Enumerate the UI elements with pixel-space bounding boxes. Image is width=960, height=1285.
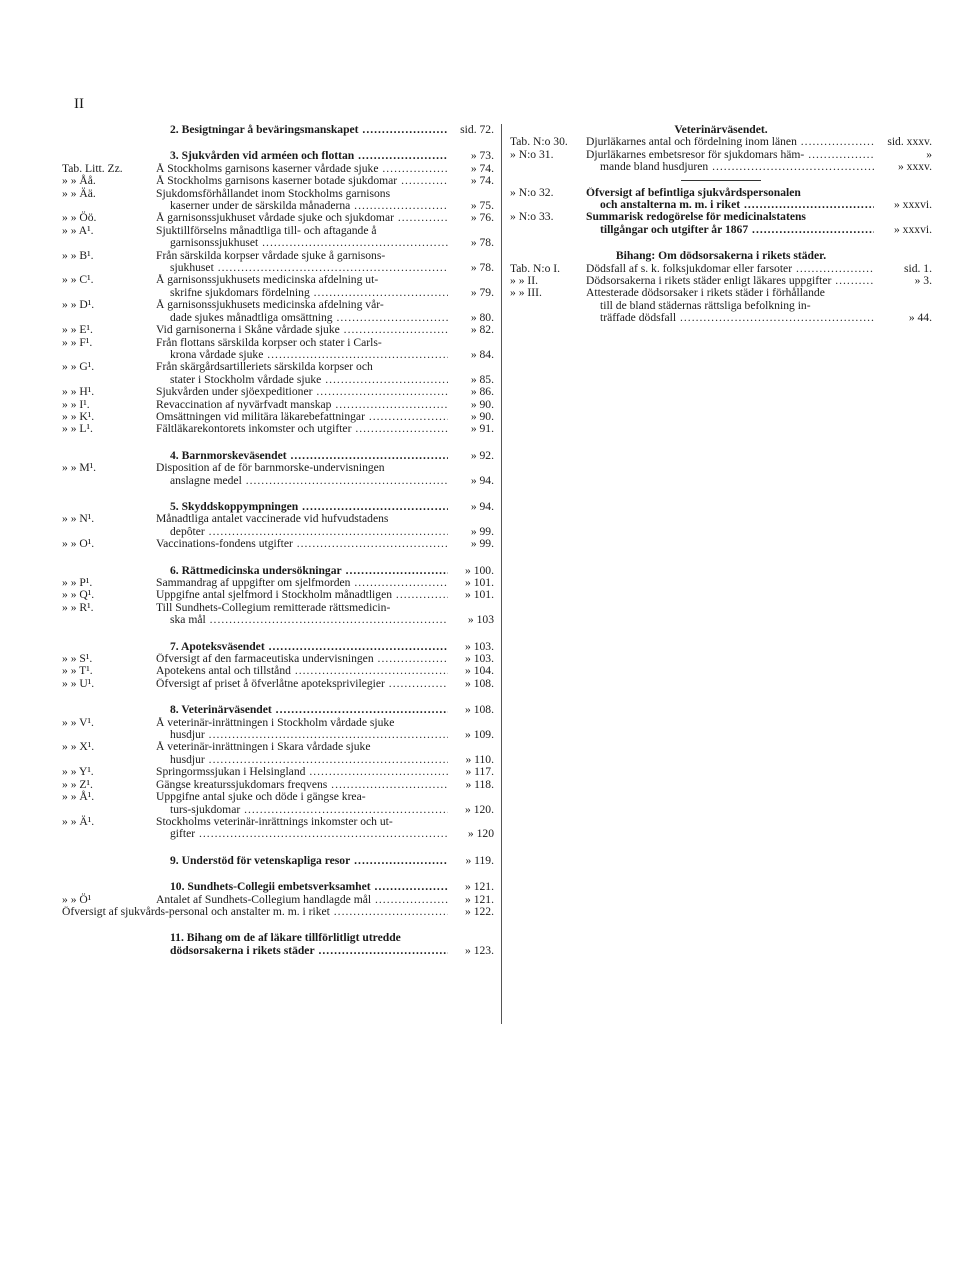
index-entry bbox=[62, 163, 494, 175]
entry-title: Revaccination af nyvärfvadt manskap ..... bbox=[156, 399, 448, 411]
table-reference: » » R¹. bbox=[62, 600, 94, 614]
page-reference: » 84. bbox=[470, 347, 494, 361]
entry-title: Å garnisonssjukhuset vårdade sjuke och sjukdomar ..... bbox=[156, 212, 448, 224]
index-entry bbox=[62, 816, 494, 828]
index-entry bbox=[62, 894, 494, 906]
page-reference: » 123. bbox=[465, 943, 494, 957]
index-entry bbox=[510, 211, 932, 223]
page-reference: » 82. bbox=[470, 323, 494, 337]
page-reference: » 108. bbox=[465, 676, 494, 690]
section-heading bbox=[62, 945, 494, 957]
page-reference: » 80. bbox=[470, 310, 494, 324]
page-reference: » 94. bbox=[470, 499, 494, 513]
entry-title: Månadtliga antalet vaccinerade vid hufvudstadens bbox=[156, 513, 389, 526]
spacer bbox=[510, 236, 932, 250]
entry-title: 10. Sundhets-Collegii embetsverksamhet ..... bbox=[156, 881, 448, 893]
index-entry bbox=[62, 614, 494, 626]
index-entry bbox=[510, 287, 932, 299]
index-entry bbox=[62, 665, 494, 677]
table-reference: » » M¹. bbox=[62, 461, 97, 475]
entry-title: Omsättningen vid militära läkarebefattningar ..... bbox=[156, 411, 448, 423]
index-entry bbox=[510, 312, 932, 324]
page-reference: » 85. bbox=[470, 372, 494, 386]
index-entry bbox=[62, 212, 494, 224]
index-entry bbox=[62, 729, 494, 741]
page-reference: » 91. bbox=[470, 422, 494, 436]
index-entry bbox=[62, 653, 494, 665]
page-reference: » 119. bbox=[465, 853, 494, 867]
index-entry bbox=[62, 828, 494, 840]
index-entry bbox=[510, 263, 932, 275]
entry-title: Å garnisonssjukhusets medicinska afdelning ut- bbox=[156, 274, 379, 287]
table-reference: » » X¹. bbox=[62, 740, 95, 754]
page-reference: » 3. bbox=[914, 274, 932, 288]
entry-title: husdjur ..... bbox=[156, 754, 448, 766]
entry-title: Å veterinär-inrättningen i Stockholm vårdade sjuke bbox=[156, 716, 395, 729]
entry-title: Å garnisonssjukhusets medicinska afdelning vår- bbox=[156, 299, 384, 312]
section-heading bbox=[62, 855, 494, 867]
index-entry bbox=[62, 337, 494, 349]
page-reference: sid. 1. bbox=[903, 261, 932, 275]
index-entry bbox=[62, 361, 494, 373]
entry-title: stater i Stockholm vårdade sjuke ..... bbox=[156, 374, 448, 386]
index-entry bbox=[62, 374, 494, 386]
page-reference: » 78. bbox=[470, 236, 494, 250]
section-heading bbox=[62, 932, 494, 944]
page-reference: » 99. bbox=[470, 537, 494, 551]
index-entry bbox=[62, 513, 494, 525]
entry-title: Disposition af de för barnmorske-undervisningen bbox=[156, 462, 385, 475]
index-entry bbox=[62, 411, 494, 423]
table-reference: » » A¹. bbox=[62, 223, 94, 237]
table-reference: » » P¹. bbox=[62, 576, 93, 589]
index-entry bbox=[62, 577, 494, 589]
index-entry bbox=[62, 475, 494, 487]
index-entry bbox=[62, 250, 494, 262]
index-entry bbox=[62, 287, 494, 299]
entry-title: Uppgifne antal sjelfmord i Stockholm månadtligen ..... bbox=[156, 589, 448, 601]
index-entry bbox=[510, 300, 932, 312]
index-entry bbox=[62, 791, 494, 803]
page-reference: » 94. bbox=[470, 473, 494, 487]
table-reference: » » Q¹. bbox=[62, 588, 95, 602]
entry-title: Vaccinations-fondens utgifter ..... bbox=[156, 538, 448, 550]
index-entry bbox=[62, 312, 494, 324]
index-entry bbox=[62, 274, 494, 286]
left-column bbox=[62, 124, 494, 957]
index-entry bbox=[62, 200, 494, 212]
spacer bbox=[62, 436, 494, 450]
spacer bbox=[62, 136, 494, 150]
entry-title: krona vårdade sjuke ..... bbox=[156, 349, 448, 361]
page-reference: » 76. bbox=[470, 211, 494, 225]
entry-title: Från flottans särskilda korpser och stater i Carls- bbox=[156, 336, 382, 349]
page-reference: » 120. bbox=[465, 802, 494, 816]
page-reference: » 103. bbox=[465, 652, 494, 666]
section-heading bbox=[62, 565, 494, 577]
index-entry bbox=[62, 538, 494, 550]
index-entry bbox=[62, 906, 494, 918]
entry-title: Sjuktillförselns månadtliga till- och aftagande å bbox=[156, 224, 377, 237]
entry-title: Öfversigt af sjukvårds-personal och anstalter m. m. i riket ..... bbox=[62, 906, 448, 918]
page-reference: » 100. bbox=[465, 563, 494, 577]
index-entry bbox=[62, 602, 494, 614]
table-reference: » » Å¹. bbox=[62, 790, 95, 804]
section-heading bbox=[62, 501, 494, 513]
table-reference: » » Åå. bbox=[62, 174, 96, 188]
entry-title: Å Stockholms garnisons kaserner botade sjukdomar ..... bbox=[156, 175, 448, 187]
page-reference: » 109. bbox=[465, 728, 494, 742]
page-reference: » 99. bbox=[470, 524, 494, 538]
index-entry bbox=[62, 188, 494, 200]
index-entry bbox=[62, 386, 494, 398]
entry-title: Å veterinär-inrättningen i Skara vårdade sjuke bbox=[156, 741, 371, 754]
section-heading bbox=[62, 881, 494, 893]
table-reference: Tab. N:o 30. bbox=[510, 135, 568, 149]
table-reference: » » C¹. bbox=[62, 273, 94, 287]
right-column bbox=[510, 124, 932, 325]
table-reference: » » E¹. bbox=[62, 323, 93, 337]
table-reference: » » L¹. bbox=[62, 422, 93, 436]
table-reference: Tab. N:o I. bbox=[510, 261, 561, 275]
page-reference: » 103 bbox=[467, 613, 494, 627]
table-reference: » » F¹. bbox=[62, 335, 93, 349]
column-divider bbox=[501, 124, 502, 1024]
entry-title: garnisonssjukhuset ..... bbox=[156, 237, 448, 249]
page-reference: sid. xxxv. bbox=[887, 135, 932, 149]
entry-title: träffade dödsfall ..... bbox=[586, 312, 874, 324]
entry-title: Sammandrag af uppgifter om sjelfmorden ..... bbox=[156, 577, 448, 589]
table-reference: » » Z¹. bbox=[62, 777, 93, 791]
index-entry bbox=[510, 161, 932, 173]
section-heading bbox=[62, 641, 494, 653]
page-reference: » 90. bbox=[470, 409, 494, 423]
section-title: Veterinärväsendet. bbox=[674, 123, 768, 136]
entry-title: Från särskilda korpser vårdade sjuke å garnisons- bbox=[156, 249, 386, 262]
index-entry bbox=[62, 717, 494, 729]
table-reference: » » Ä¹. bbox=[62, 814, 95, 828]
entry-title: Å Stockholms garnisons kaserner vårdade sjuke ..... bbox=[156, 163, 448, 175]
entry-title: ska mål ..... bbox=[156, 614, 448, 626]
page-reference: » 79. bbox=[470, 285, 494, 299]
table-reference: » » O¹. bbox=[62, 537, 95, 551]
entry-title: Till Sundhets-Collegium remitterade rättsmedicin- bbox=[156, 601, 391, 614]
page-reference: » 92. bbox=[470, 448, 494, 462]
index-entry bbox=[62, 225, 494, 237]
entry-title: Uppgifne antal sjuke och döde i gängse krea- bbox=[156, 791, 366, 804]
index-entry bbox=[62, 399, 494, 411]
entry-title: Stockholms veterinär-inrättnings inkomster och ut- bbox=[156, 815, 393, 828]
table-reference: » » T¹. bbox=[62, 664, 93, 678]
index-entry bbox=[62, 779, 494, 791]
page-reference: » 104. bbox=[465, 664, 494, 678]
entry-title: gifter ..... bbox=[156, 828, 448, 840]
entry-title: 6. Rättmedicinska undersökningar ..... bbox=[156, 565, 448, 577]
page-reference: » 44. bbox=[908, 311, 932, 325]
table-reference: » N:o 32. bbox=[510, 185, 554, 199]
table-reference: » » S¹. bbox=[62, 652, 93, 666]
table-reference: » » N¹. bbox=[62, 512, 95, 526]
page-reference: » 118. bbox=[465, 777, 494, 791]
entry-title: dödsorsakerna i rikets städer ..... bbox=[156, 945, 448, 957]
table-reference: » » Y¹. bbox=[62, 765, 94, 779]
entry-title: Djurläkarnes antal och fördelning inom länen ..... bbox=[586, 136, 874, 148]
index-entry bbox=[510, 187, 932, 199]
spacer bbox=[62, 487, 494, 501]
entry-title: Sjukvården under sjöexpeditioner ..... bbox=[156, 386, 448, 398]
entry-title: Fältläkarekontorets inkomster och utgifter ..... bbox=[156, 423, 448, 435]
index-entry bbox=[510, 149, 932, 161]
index-entry bbox=[510, 224, 932, 236]
entry-title: Dödsfall af s. k. folksjukdomar eller farsoter ..... bbox=[586, 263, 874, 275]
entry-title: 2. Besigtningar å beväringsmanskapet ..... bbox=[156, 124, 448, 136]
entry-title: dade sjukes månadtliga omsättning ..... bbox=[156, 312, 448, 324]
entry-title: och anstalterna m. m. i riket ..... bbox=[586, 199, 874, 211]
table-reference: » » Ää. bbox=[62, 186, 96, 200]
table-reference: » » H¹. bbox=[62, 385, 95, 399]
page-reference: » 122. bbox=[465, 904, 494, 918]
entry-title: Apotekens antal och tillstånd ..... bbox=[156, 665, 448, 677]
page-number: II bbox=[74, 96, 84, 112]
page-reference: » 75. bbox=[470, 199, 494, 213]
spacer bbox=[62, 551, 494, 565]
entry-title: 8. Veterinärväsendet ..... bbox=[156, 704, 448, 716]
entry-title: 4. Barnmorskeväsendet ..... bbox=[156, 450, 448, 462]
entry-title: depôter ..... bbox=[156, 526, 448, 538]
page-reference: » 73. bbox=[470, 149, 494, 163]
table-reference: » » K¹. bbox=[62, 409, 95, 423]
section-heading bbox=[62, 150, 494, 162]
table-reference: » » G¹. bbox=[62, 360, 95, 374]
page-reference: » 90. bbox=[470, 397, 494, 411]
table-reference: » » Öö. bbox=[62, 211, 97, 225]
index-entry bbox=[62, 462, 494, 474]
page-reference: » 108. bbox=[465, 703, 494, 717]
entry-title: Från skärgårdsartilleriets särskilda korpser och bbox=[156, 361, 373, 374]
page-reference: » 110. bbox=[465, 752, 494, 766]
entry-title: kaserner under de särskilda månaderna ..... bbox=[156, 200, 448, 212]
index-entry bbox=[62, 741, 494, 753]
section-heading bbox=[62, 704, 494, 716]
index-entry bbox=[62, 423, 494, 435]
page-reference: » 74. bbox=[470, 161, 494, 175]
table-reference: » N:o 33. bbox=[510, 210, 554, 224]
entry-title: Dödsorsakerna i rikets städer enligt läkares uppgifter ..... bbox=[586, 275, 874, 287]
index-entry bbox=[62, 299, 494, 311]
spacer bbox=[62, 690, 494, 704]
entry-title: 7. Apoteksväsendet ..... bbox=[156, 641, 448, 653]
section-title: Bihang: Om dödsorsakerna i rikets städer. bbox=[615, 249, 827, 263]
table-reference: » » D¹. bbox=[62, 298, 95, 312]
entry-title: Djurläkarnes embetsresor för sjukdomars häm- ..... bbox=[586, 149, 874, 161]
entry-title: Öfversigt af befintliga sjukvårdspersonalen bbox=[586, 186, 801, 199]
section-heading bbox=[62, 124, 494, 136]
page-reference: sid. 72. bbox=[460, 123, 494, 136]
page-reference: » 103. bbox=[465, 639, 494, 653]
index-entry bbox=[62, 324, 494, 336]
index-entry bbox=[62, 526, 494, 538]
entry-title: Öfversigt af priset å öfverlåtne apoteksprivilegier ..... bbox=[156, 678, 448, 690]
page-reference: » 117. bbox=[465, 765, 494, 779]
table-reference: » » B¹. bbox=[62, 248, 94, 262]
entry-title: Attesterade dödsorsaker i rikets städer i förhållande bbox=[586, 287, 825, 300]
spacer bbox=[62, 867, 494, 881]
entry-title: Summarisk redogörelse för medicinalstatens bbox=[586, 211, 806, 224]
index-entry bbox=[510, 199, 932, 211]
index-entry bbox=[62, 678, 494, 690]
entry-title: turs-sjukdomar ..... bbox=[156, 804, 448, 816]
index-entry bbox=[62, 766, 494, 778]
entry-title: 11. Bihang om de af läkare tillförlitligt utredde bbox=[170, 932, 401, 945]
page-reference: » 74. bbox=[470, 174, 494, 188]
page-reference: » 120 bbox=[467, 827, 494, 841]
page-reference: » 78. bbox=[470, 261, 494, 275]
index-entry bbox=[62, 237, 494, 249]
entry-title: 5. Skyddskoppympningen ..... bbox=[156, 501, 448, 513]
index-entry bbox=[62, 589, 494, 601]
table-reference: Tab. Litt. Zz. bbox=[62, 161, 123, 175]
index-entry bbox=[62, 349, 494, 361]
index-entry bbox=[510, 275, 932, 287]
spacer bbox=[62, 627, 494, 641]
entry-title: husdjur ..... bbox=[156, 729, 448, 741]
entry-title: Öfversigt af den farmaceutiska undervisningen ..... bbox=[156, 653, 448, 665]
page-reference: » 101. bbox=[465, 588, 494, 602]
index-entry bbox=[510, 136, 932, 148]
section-heading bbox=[62, 450, 494, 462]
entry-title: mande bland husdjuren ..... bbox=[586, 161, 874, 173]
entry-title: Antalet af Sundhets-Collegium handlagde mål ..... bbox=[156, 894, 448, 906]
entry-title: tillgångar och utgifter år 1867 ..... bbox=[586, 224, 874, 236]
entry-title: sjukhuset ..... bbox=[156, 262, 448, 274]
table-reference: » » U¹. bbox=[62, 676, 95, 690]
table-reference: » » III. bbox=[510, 286, 542, 300]
index-entry bbox=[62, 754, 494, 766]
spacer bbox=[62, 841, 494, 855]
index-entry bbox=[62, 175, 494, 187]
page-reference: » bbox=[926, 147, 932, 161]
spacer bbox=[62, 918, 494, 932]
entry-title: skrifne sjukdomars fördelning ..... bbox=[156, 287, 448, 299]
entry-title: 3. Sjukvården vid arméen och flottan ..... bbox=[156, 150, 448, 162]
table-reference: » » II. bbox=[510, 274, 539, 288]
entry-title: Gängse kreaturssjukdomars freqvens ..... bbox=[156, 779, 448, 791]
page-reference: » xxxvi. bbox=[893, 222, 932, 236]
table-reference: » » V¹. bbox=[62, 715, 94, 729]
table-reference: » N:o 31. bbox=[510, 147, 554, 161]
table-reference: » » I¹. bbox=[62, 397, 90, 411]
separator-rule bbox=[681, 180, 761, 181]
index-entry bbox=[62, 804, 494, 816]
entry-title: anslagne medel ..... bbox=[156, 475, 448, 487]
entry-title: till de bland städernas rättsliga befolkning in- bbox=[600, 299, 811, 312]
index-entry bbox=[62, 262, 494, 274]
page-reference: » 101. bbox=[465, 576, 494, 589]
entry-title: 9. Understöd för vetenskapliga resor ..... bbox=[156, 855, 448, 867]
page-reference: » 86. bbox=[470, 385, 494, 399]
table-reference: » » Ö¹ bbox=[62, 892, 92, 906]
entry-title: Vid garnisonerna i Skåne vårdade sjuke ..... bbox=[156, 324, 448, 336]
page-reference: » xxxv. bbox=[897, 160, 932, 174]
page-reference: » 121. bbox=[465, 880, 494, 894]
page-reference: » 121. bbox=[465, 892, 494, 906]
entry-title: Springormssjukan i Helsingland ..... bbox=[156, 766, 448, 778]
page-reference: » xxxvi. bbox=[893, 198, 932, 212]
entry-title: Sjukdomsförhållandet inom Stockholms garnisons bbox=[156, 187, 391, 200]
